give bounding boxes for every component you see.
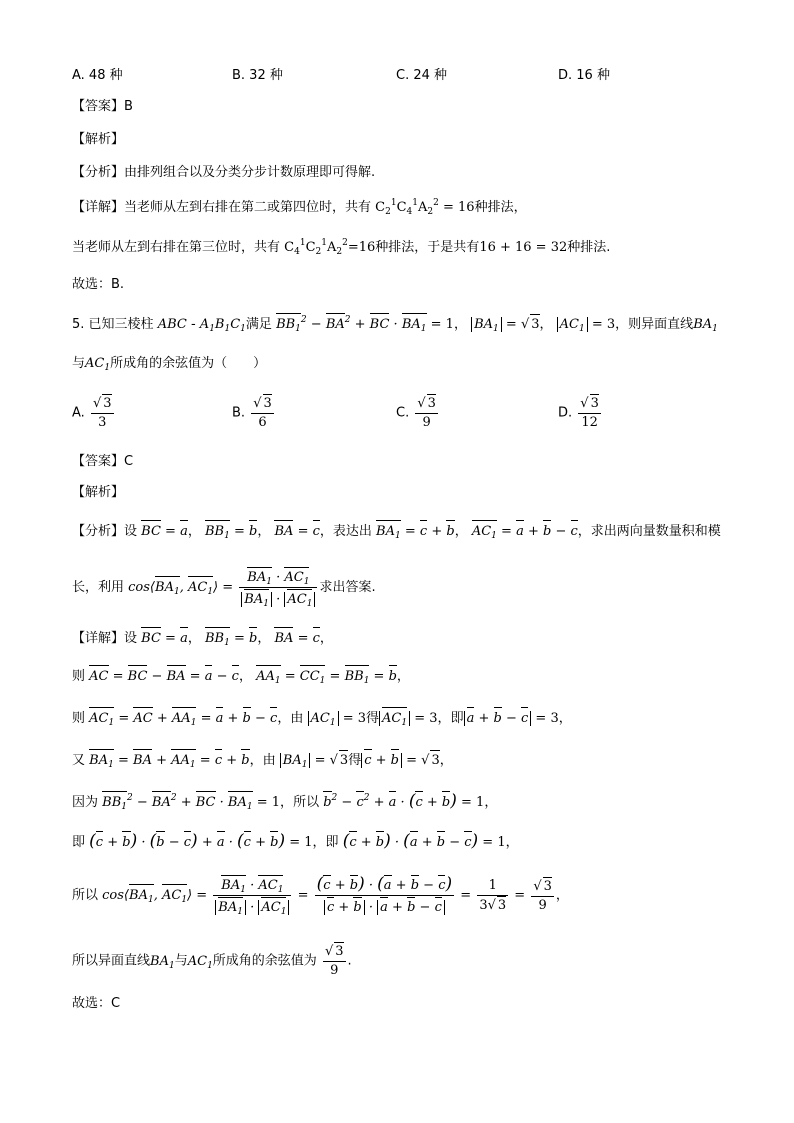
text: 求出答案. (319, 580, 376, 595)
formula: = 3 (410, 711, 438, 726)
fraction: $\frac{1}{3√ 3}$ (479, 877, 507, 913)
q5-option-c (396, 394, 440, 432)
formula: $BA_1$ = BA + $AA_1 = c + b$ (89, 753, 249, 768)
text: 得 (348, 753, 362, 768)
fraction: $\frac{BA_1 \cdot AC_1}{BA_1 \cdot AC_1}$ (213, 874, 291, 917)
formula: = √ 3 (310, 753, 348, 768)
formula: $\cos⟨BA_1$, $AC_1⟩$ = (128, 580, 233, 595)
fraction: $\frac{(c + b) \cdot (a + b - c)}{c + b \cdot a + b - c}$ (316, 874, 453, 915)
fenxi-label: 【分析】 (72, 524, 125, 539)
text: 设 (124, 631, 138, 646)
fraction: $\frac{√ 3}{9}$ (417, 396, 436, 430)
text: 又 (72, 753, 86, 768)
formula: $AC_1$ (187, 953, 213, 971)
q5-detail-line6: 即 (c + b) · (b − c) + a · (c + b) = 1，即 (c + b) · (a + b − c) = 1， (72, 831, 519, 851)
text: 由 (262, 753, 276, 768)
formula: = 1 (285, 835, 313, 850)
q5-detail-final: 所以异面直线$BA_1$与$AC_1$所成角的余弦值为 $\frac{√ 3}{9}$ . (72, 944, 352, 978)
fraction: $\frac{√ 3}{3}$ (92, 396, 112, 430)
option-letter: B. (232, 405, 246, 421)
formula: = 1 (252, 795, 281, 810)
formula: $AC_1$ (379, 711, 410, 726)
q5-text: 满足 (245, 317, 272, 332)
formula: = 1 (456, 795, 485, 810)
formula: = 3 (338, 711, 367, 726)
q5-detail-line3: 则 $AC_1$ = AC + $AA_1 = a + b - c$，由 $AC_1 = 3$得 $AC_1 = 3$，即 a + b − c = 3， (72, 706, 572, 729)
fraction: $\frac{√ 3}{12}$ (580, 396, 599, 430)
q5-stem-line1: 5. 已知三棱柱 ABC - $A_1B_1C_1$满足 $BB_1^2 - BA^2$ + BC · $BA_1 = 1$， $BA_1$ = √ 3， $AC_1 = 3$，则异面直线$BA_1$ (72, 312, 718, 335)
q4-detail-text: 种排法，于是共有 (375, 240, 480, 255)
text: 则 (72, 669, 86, 684)
q5-detail-line2: 则 AC = BC − BA = a − c， $AA_1 = CC_1 = BB_1 = b$， (72, 664, 410, 687)
formula: $AC_1$ (557, 317, 588, 332)
formula: $b^2 - c^2 + a \cdot (c + b)$ (323, 791, 457, 811)
formula: $AC_1$ (85, 356, 111, 373)
q4-option-c: C. 24 种 (396, 68, 448, 83)
fraction: $\frac{BA_1 \cdot AC_1}{BA_1 \cdot AC_1}$ (239, 566, 317, 609)
formula: ABC (157, 317, 187, 332)
fenxi-text: 由排列组合以及分类分步计数原理即可得解. (124, 165, 376, 180)
q5-number: 5. 已知三棱柱 (72, 317, 154, 332)
q4-xiangjie-line1 (72, 198, 527, 218)
q5-choose: 故选：C (72, 996, 121, 1011)
q5-analysis-heading: 【解析】 (72, 485, 125, 500)
q4-detail-text: 种排法， (474, 200, 527, 215)
formula: $BA_1$ (150, 953, 175, 971)
q4-xiangjie-line2 (72, 238, 610, 258)
text: 所以 (72, 888, 99, 903)
fraction: $\frac{√ 3}{9}$ (533, 878, 552, 913)
text: 所以 (293, 795, 320, 810)
formula: = 1 (478, 835, 506, 850)
text: 由 (290, 711, 304, 726)
q5-option-a (72, 394, 116, 432)
q5-text: 与 (72, 356, 86, 371)
formula: BA = c (274, 524, 319, 539)
q4-detail-text: 当老师从左到右排在第二或第四位时，共有 (124, 200, 372, 215)
q5-fenxi-line1: 【分析】设 BC = a， $BB_1 = b$， BA = c，表达出 $BA_1 = c + b$， $AC_1 = a + b - c$，求出两向量数量积和模 (72, 519, 721, 542)
formula: (c + b) · (a + b − c) (342, 831, 479, 851)
formula: = 1 (426, 317, 454, 332)
formula: $\cos⟨BA_1$, $AC_1⟩$ = (102, 888, 207, 903)
q4-detail-text: 当老师从左到右排在第三位时，共有 (72, 240, 281, 255)
formula: $C_2^1C_4^1A_2^2 = 16$ (375, 198, 475, 217)
formula: $A_1B_1C_1$ (199, 317, 246, 334)
formula: $AA_1 = CC_1 = BB_1 = b$ (256, 669, 397, 684)
text: 所以异面直线 (72, 953, 151, 969)
q5-answer: 【答案】C (72, 454, 134, 469)
q4-answer: 【答案】B (72, 99, 133, 114)
fraction: $\frac{√ 3}{9}$ (324, 944, 344, 978)
denominator: 6 (258, 415, 267, 430)
option-letter: A. (72, 405, 85, 421)
text: 与 (174, 953, 188, 969)
text: 即 (72, 835, 86, 850)
option-letter: D. (558, 405, 573, 421)
text: 即 (450, 711, 464, 726)
text: 长，利用 (72, 580, 125, 595)
formula: BC = a (141, 524, 188, 539)
q4-option-b: B. 32 种 (232, 68, 283, 83)
q4-option-a: A. 48 种 (72, 68, 123, 83)
formula: $AC_1$ = AC + $AA_1 = a + b - c$ (89, 711, 277, 726)
q5-option-b (232, 394, 276, 432)
q5-detail-line4: 又 $BA_1$ = BA + $AA_1 = c + b$，由 $BA_1$ = √ 3得 c + b = √ 3， (72, 748, 453, 771)
formula: = √ 3 (502, 317, 540, 332)
formula: BA = c (274, 631, 319, 646)
q5-text: ，则异面直线 (615, 317, 694, 332)
formula: = (514, 888, 526, 903)
formula: $BA_1$ (280, 753, 311, 768)
text: 设 (124, 524, 138, 539)
denominator: 9 (422, 415, 431, 430)
text: ，求出两向量数量积和模 (577, 524, 721, 539)
formula: $C_4^1C_2^1A_2^2=16$ (284, 238, 376, 257)
formula: $BA_1$ (693, 317, 718, 334)
text: 即 (325, 835, 339, 850)
formula: $AC_1 = a + b - c$ (472, 524, 578, 539)
formula: $BB_1 = b$ (205, 631, 257, 646)
formula: = 3 (531, 711, 559, 726)
q5-fenxi-line2 (72, 566, 376, 609)
formula: $AC_1$ (308, 711, 339, 726)
formula: $BB_1^2 - BA^2$ + BC · $BA_1$ (102, 795, 252, 810)
q4-choose: 故选：B. (72, 277, 125, 292)
text: 则 (72, 711, 86, 726)
text: ，表达出 (319, 524, 372, 539)
formula: = 3 (587, 317, 616, 332)
text: 所成角的余弦值为 (212, 953, 317, 969)
q5-option-d (558, 394, 603, 432)
text: 得 (366, 711, 380, 726)
fenxi-label: 【分析】 (72, 165, 125, 180)
formula: (c + b) · (b − c) + a · (c + b) (89, 831, 286, 851)
q4-analysis-heading: 【解析】 (72, 132, 125, 147)
q5-stem-line2 (72, 354, 266, 374)
formula: AC = BC − BA = a − c (89, 669, 239, 684)
formula: $BB_1 = b$ (205, 524, 257, 539)
formula: $BB_1^2 - BA^2$ + BC · $BA_1$ (276, 317, 426, 332)
q4-fenxi (72, 163, 375, 183)
formula: $BA_1$ (471, 317, 502, 332)
formula: c + b (361, 753, 402, 768)
xiangjie-label: 【详解】 (72, 631, 125, 646)
formula: a + b − c (464, 711, 532, 726)
formula: = (460, 888, 472, 903)
q5-text: 所成角的余弦值为（ ） (110, 356, 267, 371)
option-letter: C. (396, 405, 410, 421)
q5-detail-line1: 【详解】设 BC = a， $BB_1 = b$， BA = c， (72, 626, 333, 649)
q5-detail-line7: 所以 $\cos⟨BA_1$, $AC_1⟩$ = $\frac{BA_1 \cdot AC_1}{BA_1 \cdot AC_1}$ = $\frac{(c + b) \cdot (a + b - c)}{c + b \cdot a + b - c}$ = $\frac{1}{3√ 3}$ = $\frac{√ 3}{9}$ ， (72, 874, 569, 917)
formula: = (297, 888, 309, 903)
q4-option-d: D. 16 种 (558, 68, 610, 83)
text: 因为 (72, 795, 99, 810)
fraction: $\frac{√ 3}{6}$ (253, 396, 272, 430)
denominator: 3 (98, 415, 107, 430)
q5-detail-line5: 因为 $BB_1^2 - BA^2$ + BC · $BA_1 = 1$，所以 $b^2 - c^2 + a \cdot (c + b) = 1$， (72, 791, 498, 812)
formula: = √ 3 (402, 753, 440, 768)
denominator: 12 (581, 415, 598, 430)
formula: $BA_1 = c + b$ (376, 524, 455, 539)
formula: BC = a (141, 631, 188, 646)
q4-detail-text: 种排法. (567, 240, 611, 255)
formula: 16 + 16 = 32 (479, 240, 568, 255)
xiangjie-label: 【详解】 (72, 200, 125, 215)
